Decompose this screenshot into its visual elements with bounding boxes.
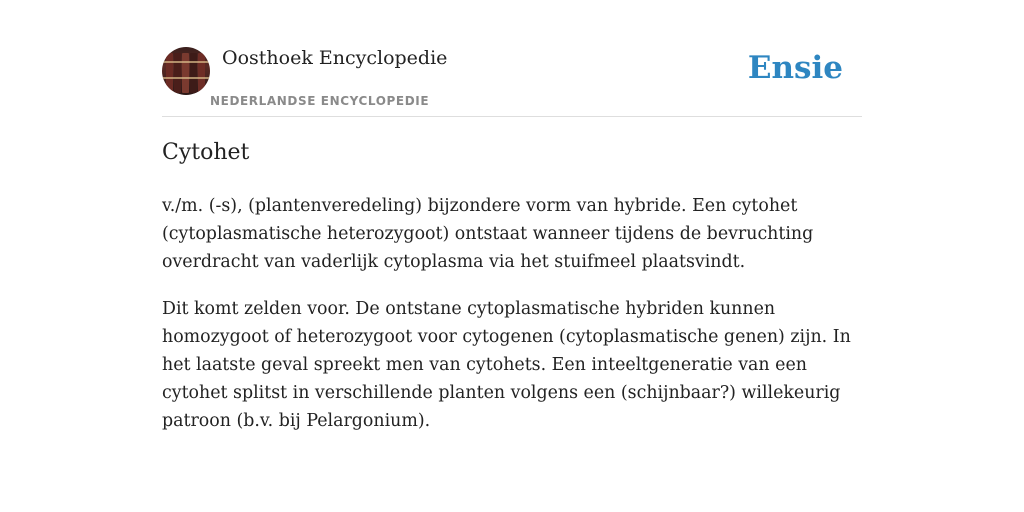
source-header (162, 46, 862, 117)
entry-body (162, 192, 866, 454)
entry-title: Cytohet (162, 140, 250, 165)
source-subtitle: NEDERLANDSE ENCYCLOPEDIE (210, 94, 430, 108)
entry-paragraph-2: Dit komt zelden voor. De ontstane cytoplasmatische hybriden kunnen homozygoot of heterozygoot voor cytogenen (cytoplasmatische genen) zijn. In het laatste geval spreekt men van cytohets. Een inteeltgeneratie van een cytohet splitst in verschillende planten volgens een (schijnbaar?) willekeurig patroon (b.v. bij Pelargonium). (162, 299, 851, 431)
entry-paragraph-1: v./m. (-s), (plantenveredeling) bijzondere vorm van hybride. Een cytohet (cytoplasmatische heterozygoot) ontstaat wanneer tijdens de bevruchting overdracht van vaderlijk cytoplasma via het stuifmeel plaatsvindt. (162, 196, 814, 272)
ensie-logo-link[interactable]: Ensie (747, 50, 843, 86)
source-title[interactable]: Oosthoek Encyclopedie (222, 47, 448, 69)
encyclopedia-books-avatar[interactable] (162, 47, 210, 95)
